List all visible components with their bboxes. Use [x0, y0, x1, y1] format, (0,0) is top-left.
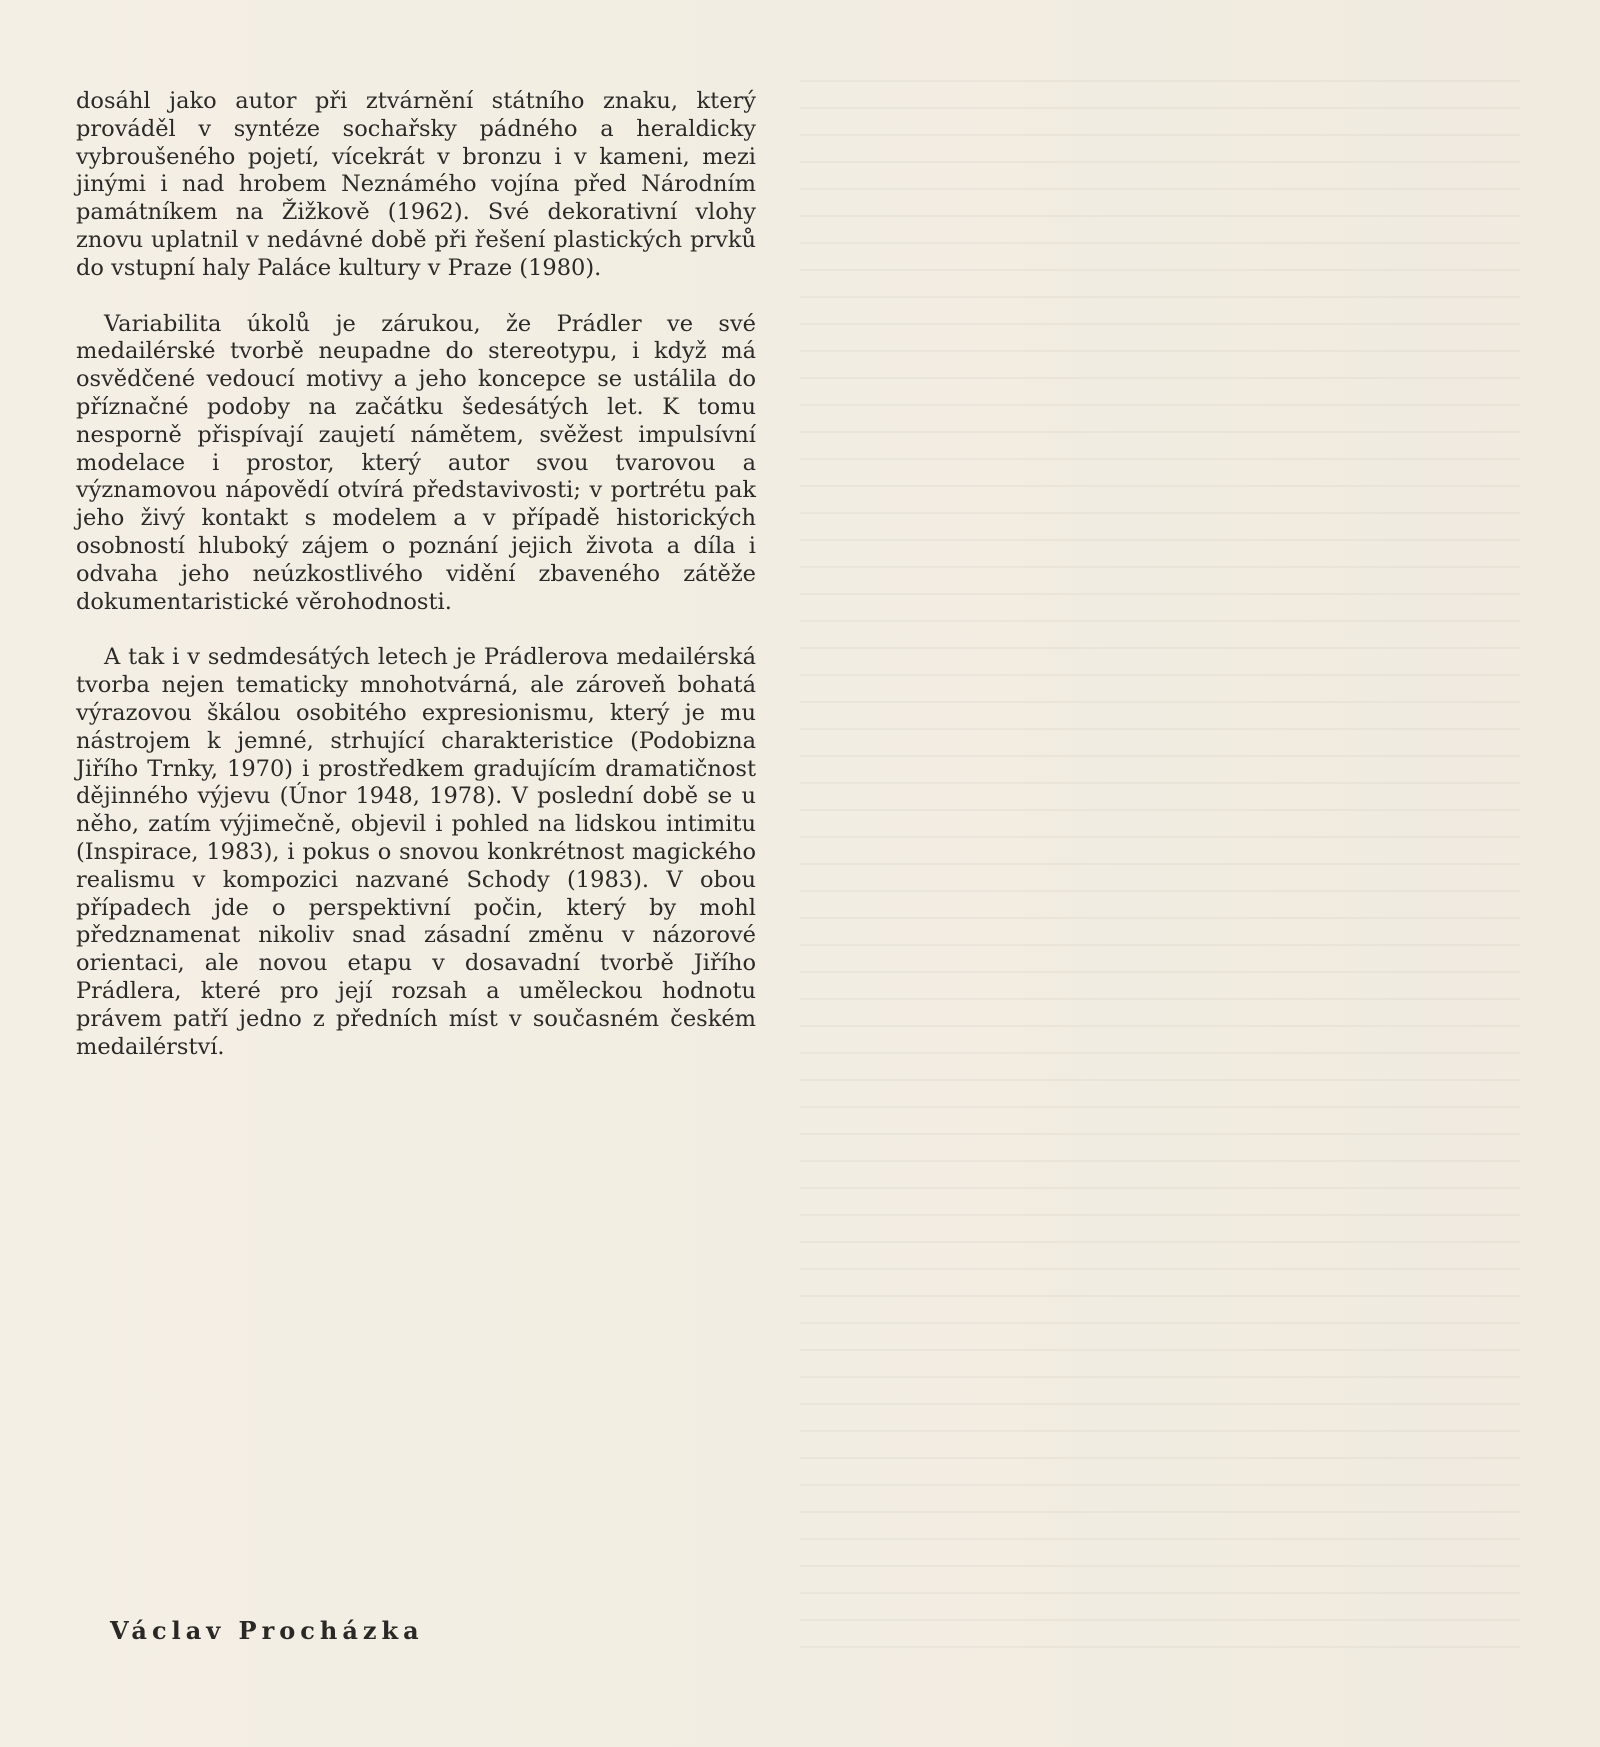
author-signature: Václav Procházka — [110, 1616, 424, 1645]
text-column — [76, 88, 756, 1089]
paragraph-variabilita: Variabilita úkolů je zárukou, že Prádler ve své medailérské tvorbě neupadne do stereotypu, i když má osvědčené vedoucí motivy a jeho koncepce se ustálila do příznačné podoby na začátku šedesátých let. K tomu nesporně přispívají zaujetí námětem, svěžest impulsívní modelace i prostor, který autor svou tvarovou a významovou nápovědí otvírá představivosti; v portrétu pak jeho živý kontakt s modelem a v případě historických osobností hluboký zájem o poznání jejich života a díla i odvaha jeho neúzkostlivého vidění zbaveného zátěže dokumentaristické věrohodnosti. — [76, 310, 756, 615]
show-through-texture — [800, 80, 1520, 1670]
paragraph-continuation: dosáhl jako autor při ztvárnění státního znaku, který prováděl v syntéze sochařsky pádného a heraldicky vybroušeného pojetí, vícekrát v bronzu i v kameni, mezi jinými i nad hrobem Neznámého vojína před Národním památníkem na Žižkově (1962). Své dekorativní vlohy znovu uplatnil v nedávné době při řešení plastických prvků do vstupní haly Paláce kultury v Praze (1980). — [76, 88, 756, 281]
paragraph-sedmdesata-leta: A tak i v sedmdesátých letech je Prádlerova medailérská tvorba nejen tematicky mnohotvárná, ale zároveň bohatá výrazovou škálou osobitého expresionismu, který je mu nástrojem k jemné, strhující charakteristice (Podobizna Jiřího Trnky, 1970) i prostředkem gradujícím dramatičnost dějinného výjevu (Únor 1948, 1978). V poslední době se u něho, zatím výjimečně, objevil i pohled na lidskou intimitu (Inspirace, 1983), i pokus o snovou konkrétnost magického realismu v kompozici nazvané Schody (1983). V obou případech jde o perspektivní počin, který by mohl předznamenat nikoliv snad zásadní změnu v názorové orientaci, ale novou etapu v dosavadní tvorbě Jiřího Prádlera, které pro její rozsah a uměleckou hodnotu právem patří jedno z předních míst v současném českém medailérství. — [76, 644, 756, 1060]
